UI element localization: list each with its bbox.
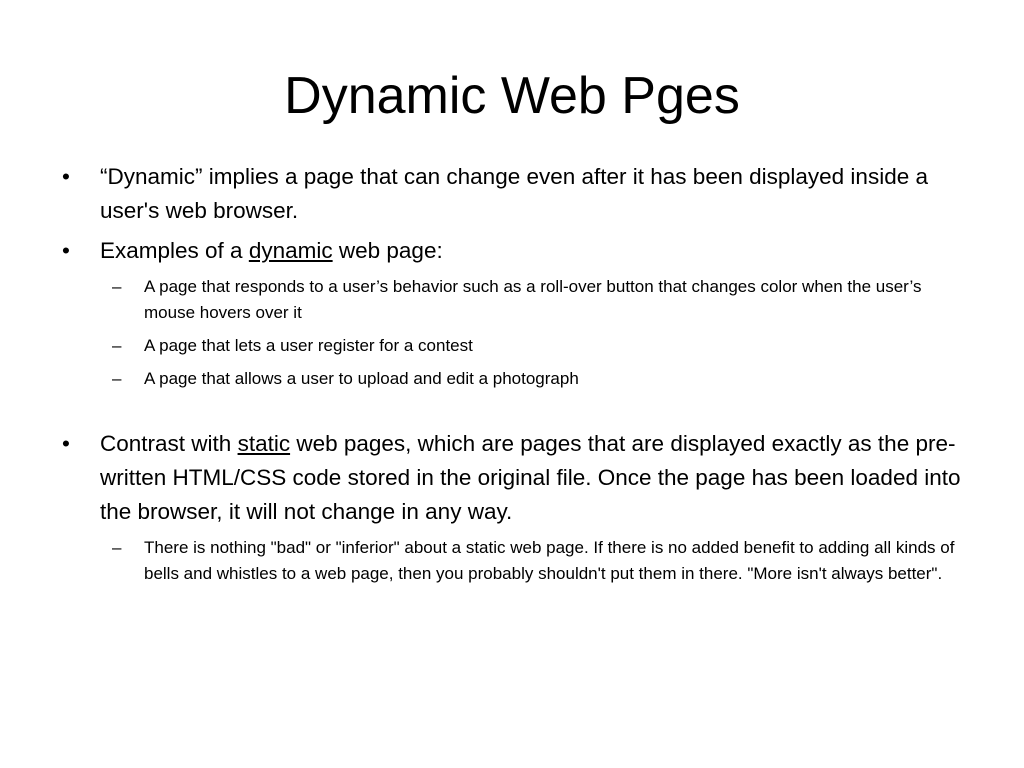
sub-bullet-text: There is nothing "bad" or "inferior" about a static web page. If there is no added benefit to adding all kinds of bells and whistles to a web page, then you probably shouldn't put them in there. "More isn't always better". <box>144 538 955 583</box>
slide-title: Dynamic Web Pges <box>284 67 740 125</box>
bullet-text-pre: Contrast with <box>100 431 238 456</box>
sub-bullet-text: A page that lets a user register for a contest <box>144 336 473 355</box>
bullet-dot-icon: • <box>62 431 70 456</box>
slide-body <box>62 160 972 594</box>
dash-icon: – <box>112 369 122 388</box>
dash-icon: – <box>112 336 122 355</box>
bullet-dot-icon: • <box>62 238 70 263</box>
bullet-dynamic-definition <box>62 160 972 228</box>
bullet-dot-icon: • <box>62 164 70 189</box>
sub-bullet <box>62 535 972 587</box>
sub-bullet <box>62 366 972 392</box>
spacer <box>62 399 972 427</box>
bullet-text-post: web pages, which are pages that are displayed exactly as the pre-written HTML/CSS code stored in the original file. Once the page has been loaded into the browser, it will not change in any way. <box>100 431 961 524</box>
sub-bullet-text: A page that responds to a user’s behavior such as a roll-over button that changes color when the user’s mouse hovers over it <box>144 277 922 322</box>
bullet-text-pre: Examples of a <box>100 238 249 263</box>
sub-bullet <box>62 274 972 326</box>
underlined-term-dynamic: dynamic <box>248 238 333 263</box>
bullet-text: “Dynamic” implies a page that can change even after it has been displayed inside a user's web browser. <box>100 164 928 223</box>
bullet-text-post: web page: <box>332 238 443 263</box>
bullet-static-contrast <box>62 427 972 529</box>
bullet-examples <box>62 234 972 268</box>
underlined-term-static: static <box>237 431 291 456</box>
dash-icon: – <box>112 538 122 557</box>
dash-icon: – <box>112 277 122 296</box>
sub-bullet-text: A page that allows a user to upload and edit a photograph <box>144 369 579 388</box>
sub-bullet <box>62 333 972 359</box>
